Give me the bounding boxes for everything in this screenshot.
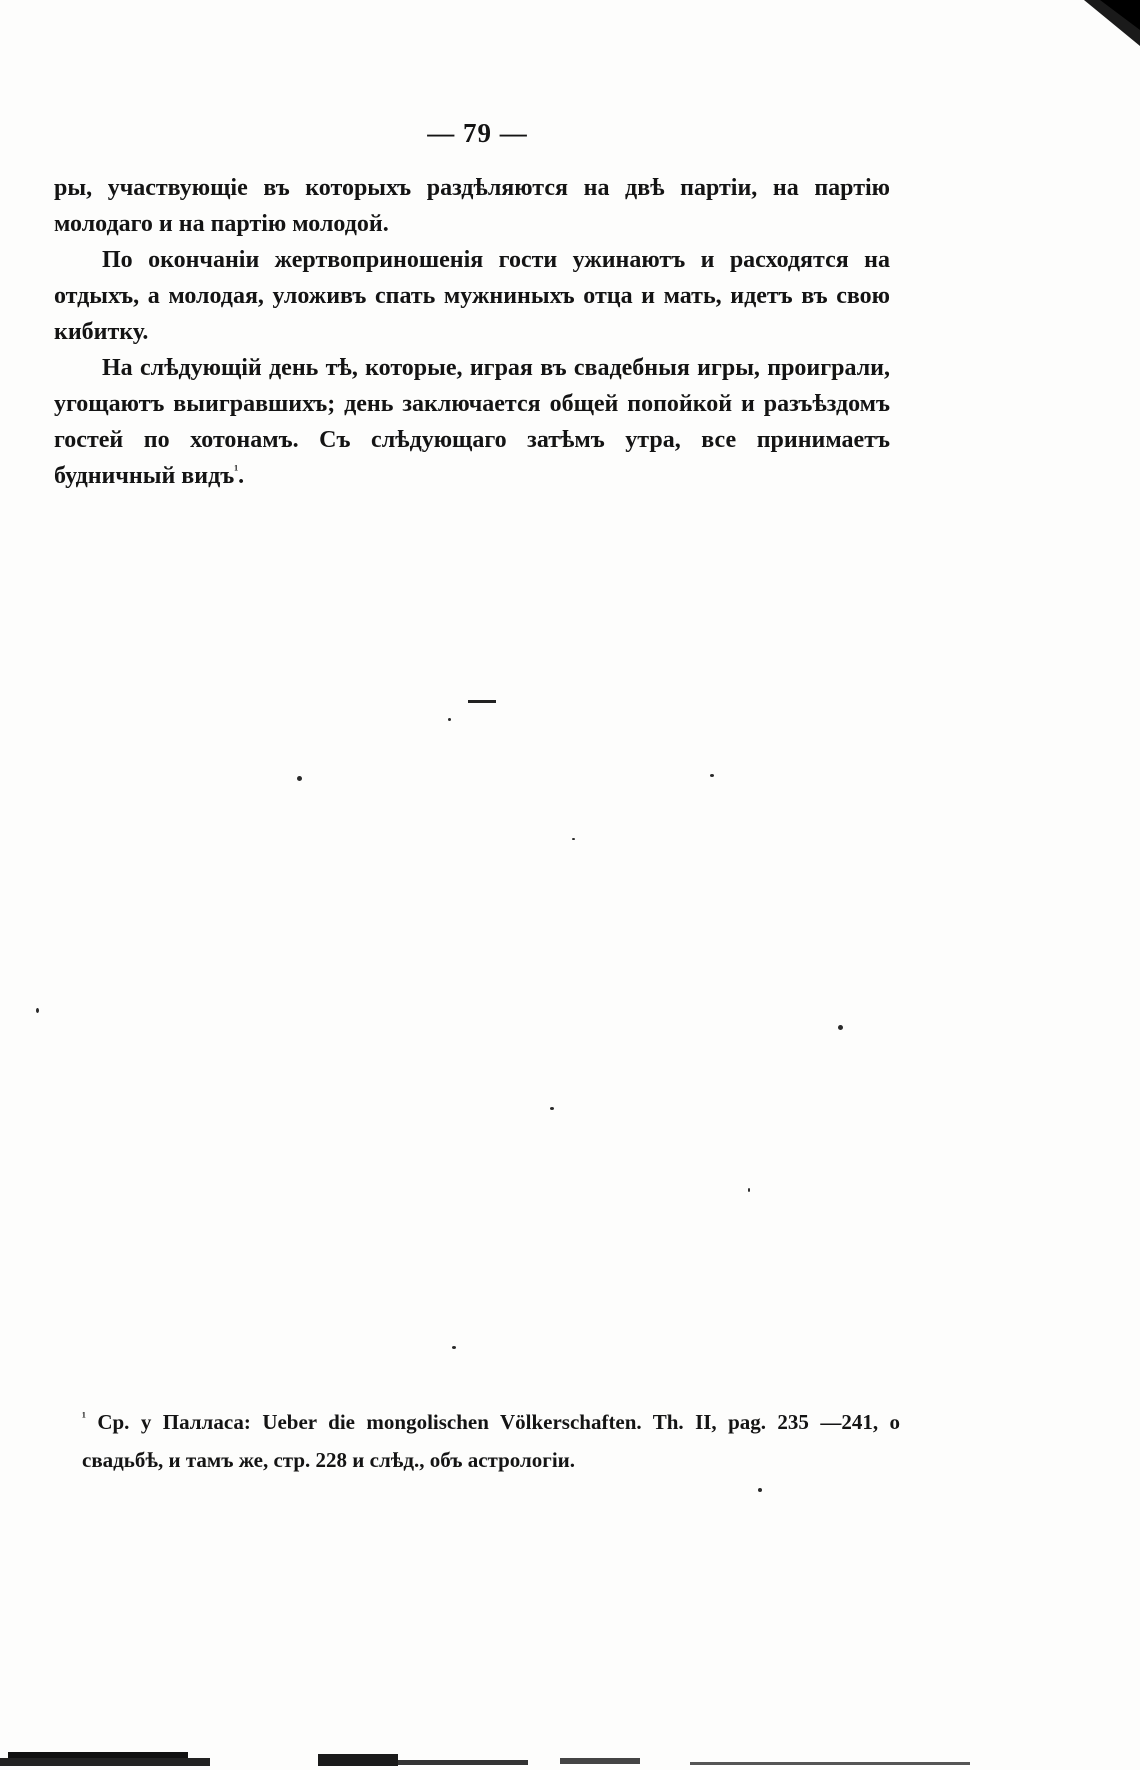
scan-speck [297,776,302,781]
scan-speck [572,838,575,840]
main-text [54,170,890,494]
scan-speck [448,718,451,721]
paragraph-2: По окончаніи жертвоприношенія гости ужинаютъ и расходятся на отдыхъ, а молодая, уложивъ спать мужниныхъ отца и мать, идетъ въ свою кибитку. [54,247,890,345]
scan-speck [452,1346,456,1349]
scan-speck [36,1008,39,1013]
paragraph-3: На слѣдующій день тѣ, которые, играя въ свадебныя игры, проиграли, угощаютъ выигравшихъ; день заключается общей попойкой и разъѣздомъ гостей по хотонамъ. Съ слѣдующаго затѣмъ утра, все принимаетъ будничный видъ$^{^1}$. [54,355,890,489]
scan-speck [838,1025,843,1030]
paragraph-3-text: На слѣдующій день тѣ, которые, играя въ свадебныя игры, проиграли, угощаютъ выигравшихъ; день заключается общей попойкой и разъѣздомъ гостей по хотонамъ. Съ слѣдующаго затѣмъ утра, все принимаетъ будничный видъ [54,355,890,489]
footnote-text: Ср. у Палласа: Ueber die mongolischen Völkerschaften. Th. II, pag. 235 —241, о свадьбѣ, и тамъ же, стр. 228 и слѣд., объ астрологіи. [82,1410,900,1472]
scan-edge-artifact [0,1742,1140,1770]
scan-speck [748,1188,750,1192]
footnote-reference: ¹ [234,462,239,477]
section-divider [468,700,496,703]
paragraph-1: ры, участвующіе въ которыхъ раздѣляются на двѣ партіи, на партію молодаго и на партію молодой. [54,175,890,237]
footnote-marker: ¹ [82,1409,86,1424]
page-corner-fold [1070,0,1140,60]
page-number: — 79 — [427,118,528,148]
scan-speck [710,774,714,777]
scan-speck [550,1107,554,1110]
footnote-body [82,1403,900,1479]
footnote [82,1403,900,1479]
scan-speck [758,1488,762,1492]
